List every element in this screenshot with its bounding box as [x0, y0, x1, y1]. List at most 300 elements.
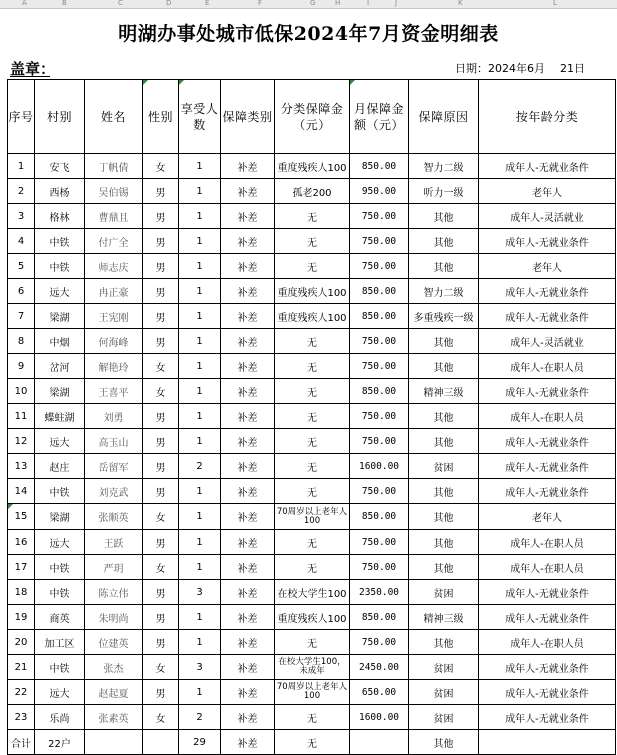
column-letter[interactable]: I: [367, 0, 370, 7]
cell-name[interactable]: 吴伯锡: [85, 179, 143, 204]
date-value: 2024年6月: [488, 62, 545, 75]
cell-reason[interactable]: 其他: [409, 404, 479, 429]
cell-classified-amount[interactable]: 无: [275, 630, 350, 655]
cell-monthly-amount[interactable]: 750.00: [350, 204, 409, 229]
cell-village[interactable]: 中烟: [35, 329, 85, 354]
cell-village[interactable]: 乐尚: [35, 705, 85, 730]
cell-category[interactable]: 补差: [221, 254, 275, 279]
table-row: [8, 404, 616, 429]
data-table: [7, 79, 616, 755]
cell-index[interactable]: 10: [8, 379, 35, 404]
cell-gender[interactable]: 男: [143, 229, 179, 254]
cell-reason[interactable]: 贫困: [409, 655, 479, 680]
cell-gender[interactable]: 男: [143, 204, 179, 229]
cell-monthly-amount[interactable]: 850.00: [350, 304, 409, 329]
cell-age-group[interactable]: 成年人-灵活就业: [479, 204, 616, 229]
cell-classified-amount[interactable]: 无: [275, 329, 350, 354]
cell-village[interactable]: 中铁: [35, 555, 85, 580]
cell-category[interactable]: 补差: [221, 154, 275, 179]
cell-reason[interactable]: 其他: [409, 530, 479, 555]
column-letter[interactable]: A: [22, 0, 27, 7]
cell-persons[interactable]: 1: [179, 379, 221, 404]
cell-index[interactable]: 17: [8, 555, 35, 580]
cell-reason[interactable]: 听力一级: [409, 179, 479, 204]
cell-monthly-amount[interactable]: 950.00: [350, 179, 409, 204]
table-row: [8, 179, 616, 204]
header-monthly-amount[interactable]: 月保障金额（元）: [350, 80, 409, 154]
cell-category[interactable]: 补差: [221, 705, 275, 730]
cell-category[interactable]: 补差: [221, 580, 275, 605]
cell-category[interactable]: 补差: [221, 655, 275, 680]
cell-persons[interactable]: 1: [179, 329, 221, 354]
header-index[interactable]: 序号: [8, 80, 35, 154]
cell-classified-amount[interactable]: 无: [275, 454, 350, 479]
cell-classified-amount[interactable]: 70周岁以上老年人100: [275, 504, 350, 530]
column-letter[interactable]: G: [310, 0, 316, 7]
cell-age-group[interactable]: 成年人-无就业条件: [479, 429, 616, 454]
cell-classified-amount[interactable]: 无: [275, 530, 350, 555]
cell-gender[interactable]: 男: [143, 179, 179, 204]
cell-persons[interactable]: 1: [179, 304, 221, 329]
cell-name[interactable]: 王喜平: [85, 379, 143, 404]
cell-persons[interactable]: 1: [179, 354, 221, 379]
cell-age-group[interactable]: 成年人-无就业条件: [479, 479, 616, 504]
table-row: [8, 204, 616, 229]
cell-index[interactable]: 13: [8, 454, 35, 479]
cell-village[interactable]: 格林: [35, 204, 85, 229]
cell-gender[interactable]: 女: [143, 705, 179, 730]
cell-gender[interactable]: 男: [143, 580, 179, 605]
cell-index[interactable]: 18: [8, 580, 35, 605]
cell-persons[interactable]: 1: [179, 429, 221, 454]
table-row: [8, 705, 616, 730]
cell-persons[interactable]: 1: [179, 404, 221, 429]
cell-village[interactable]: 远大: [35, 680, 85, 705]
date-day[interactable]: 21日: [560, 62, 585, 75]
cell-name[interactable]: 付广全: [85, 229, 143, 254]
cell-reason[interactable]: 其他: [409, 555, 479, 580]
cell-category[interactable]: 补差: [221, 680, 275, 705]
cell-index[interactable]: 合计: [8, 730, 35, 755]
cell-gender[interactable]: [143, 730, 179, 755]
cell-age-group[interactable]: 成年人-在职人员: [479, 354, 616, 379]
cell-category[interactable]: 补差: [221, 530, 275, 555]
table-row: [8, 580, 616, 605]
header-row: [8, 80, 616, 154]
cell-monthly-amount[interactable]: 750.00: [350, 530, 409, 555]
cell-index[interactable]: 5: [8, 254, 35, 279]
table-body: [8, 154, 616, 755]
cell-category[interactable]: 补差: [221, 630, 275, 655]
comment-indicator-icon: [143, 80, 148, 85]
cell-monthly-amount[interactable]: 750.00: [350, 555, 409, 580]
cell-village[interactable]: 22户: [35, 730, 85, 755]
cell-gender[interactable]: 男: [143, 254, 179, 279]
cell-monthly-amount[interactable]: 750.00: [350, 404, 409, 429]
cell-monthly-amount[interactable]: 750.00: [350, 229, 409, 254]
cell-reason[interactable]: 多重残疾一级: [409, 304, 479, 329]
cell-classified-amount[interactable]: 无: [275, 705, 350, 730]
cell-name[interactable]: 王跃: [85, 530, 143, 555]
column-letter[interactable]: C: [118, 0, 123, 7]
cell-age-group[interactable]: 成年人-无就业条件: [479, 580, 616, 605]
column-header-bar: [0, 0, 617, 9]
header-village[interactable]: 村别: [35, 80, 85, 154]
cell-monthly-amount[interactable]: 850.00: [350, 379, 409, 404]
cell-index[interactable]: 3: [8, 204, 35, 229]
cell-village[interactable]: 中铁: [35, 479, 85, 504]
cell-classified-amount[interactable]: 在校大学生100: [275, 580, 350, 605]
cell-name[interactable]: 冉正豪: [85, 279, 143, 304]
cell-age-group[interactable]: 成年人-在职人员: [479, 630, 616, 655]
cell-classified-amount[interactable]: 无: [275, 479, 350, 504]
cell-category[interactable]: 补差: [221, 204, 275, 229]
cell-age-group[interactable]: 成年人-无就业条件: [479, 655, 616, 680]
cell-classified-amount[interactable]: 无: [275, 429, 350, 454]
cell-monthly-amount[interactable]: 850.00: [350, 605, 409, 630]
cell-reason[interactable]: 精神三级: [409, 605, 479, 630]
cell-classified-amount[interactable]: 重度残疾人100: [275, 304, 350, 329]
cell-age-group[interactable]: 老年人: [479, 504, 616, 530]
cell-gender[interactable]: 男: [143, 530, 179, 555]
cell-gender[interactable]: 男: [143, 329, 179, 354]
total-row: [8, 730, 616, 755]
cell-name[interactable]: 张顺英: [85, 504, 143, 530]
cell-name[interactable]: 朱明尚: [85, 605, 143, 630]
cell-age-group[interactable]: 成年人-无就业条件: [479, 279, 616, 304]
cell-classified-amount[interactable]: 重度残疾人100: [275, 154, 350, 179]
cell-persons[interactable]: 2: [179, 705, 221, 730]
cell-persons[interactable]: 1: [179, 154, 221, 179]
cell-village[interactable]: 远大: [35, 429, 85, 454]
cell-index[interactable]: 22: [8, 680, 35, 705]
column-letter[interactable]: F: [258, 0, 263, 7]
cell-monthly-amount[interactable]: 750.00: [350, 479, 409, 504]
cell-reason[interactable]: 其他: [409, 254, 479, 279]
cell-monthly-amount[interactable]: 1600.00: [350, 454, 409, 479]
cell-monthly-amount[interactable]: 1600.00: [350, 705, 409, 730]
cell-name[interactable]: 陈立伟: [85, 580, 143, 605]
cell-name[interactable]: 丁帆倩: [85, 154, 143, 179]
cell-name[interactable]: 赵起夏: [85, 680, 143, 705]
table-row: [8, 555, 616, 580]
cell-monthly-amount[interactable]: 850.00: [350, 504, 409, 530]
cell-persons[interactable]: 1: [179, 555, 221, 580]
cell-persons[interactable]: 2: [179, 454, 221, 479]
cell-persons[interactable]: 1: [179, 680, 221, 705]
cell-village[interactable]: 西杨: [35, 179, 85, 204]
cell-gender[interactable]: 男: [143, 404, 179, 429]
cell-reason[interactable]: 其他: [409, 354, 479, 379]
cell-category[interactable]: 补差: [221, 605, 275, 630]
cell-village[interactable]: 岔河: [35, 354, 85, 379]
cell-classified-amount[interactable]: 无: [275, 229, 350, 254]
cell-reason[interactable]: 贫困: [409, 454, 479, 479]
cell-age-group[interactable]: 成年人-无就业条件: [479, 304, 616, 329]
cell-name[interactable]: 张素英: [85, 705, 143, 730]
cell-village[interactable]: 梁湖: [35, 504, 85, 530]
cell-category[interactable]: 补差: [221, 229, 275, 254]
cell-category[interactable]: 补差: [221, 279, 275, 304]
cell-category[interactable]: 补差: [221, 555, 275, 580]
cell-reason[interactable]: 贫困: [409, 680, 479, 705]
cell-classified-amount[interactable]: 无: [275, 555, 350, 580]
cell-category[interactable]: 补差: [221, 479, 275, 504]
cell-gender[interactable]: 男: [143, 680, 179, 705]
cell-reason[interactable]: 其他: [409, 630, 479, 655]
cell-village[interactable]: 中铁: [35, 254, 85, 279]
cell-gender[interactable]: 女: [143, 555, 179, 580]
cell-index[interactable]: 6: [8, 279, 35, 304]
cell-age-group[interactable]: 老年人: [479, 179, 616, 204]
cell-gender[interactable]: 男: [143, 630, 179, 655]
cell-reason[interactable]: 其他: [409, 730, 479, 755]
cell-age-group[interactable]: [479, 730, 616, 755]
cell-name[interactable]: 位建英: [85, 630, 143, 655]
cell-monthly-amount[interactable]: [350, 730, 409, 755]
column-letter[interactable]: B: [62, 0, 67, 7]
header-gender[interactable]: 性别: [143, 80, 179, 154]
cell-name[interactable]: 何海峰: [85, 329, 143, 354]
cell-age-group[interactable]: 成年人-无就业条件: [479, 229, 616, 254]
column-letter[interactable]: D: [166, 0, 172, 7]
table-row: [8, 504, 616, 530]
table-row: [8, 429, 616, 454]
cell-village[interactable]: 梁湖: [35, 304, 85, 329]
cell-monthly-amount[interactable]: 750.00: [350, 429, 409, 454]
cell-persons[interactable]: 1: [179, 229, 221, 254]
cell-village[interactable]: 赵庄: [35, 454, 85, 479]
cell-name[interactable]: 张杰: [85, 655, 143, 680]
date-field[interactable]: [455, 60, 545, 76]
cell-monthly-amount[interactable]: 750.00: [350, 254, 409, 279]
cell-monthly-amount[interactable]: 2450.00: [350, 655, 409, 680]
header-reason[interactable]: 保障原因: [409, 80, 479, 154]
table-row: [8, 329, 616, 354]
cell-name[interactable]: 严玥: [85, 555, 143, 580]
table-row: [8, 630, 616, 655]
cell-age-group[interactable]: 成年人-无就业条件: [479, 379, 616, 404]
cell-category[interactable]: 补差: [221, 179, 275, 204]
header-age-group[interactable]: 按年龄分类: [479, 80, 616, 154]
header-name[interactable]: 姓名: [85, 80, 143, 154]
cell-index[interactable]: 23: [8, 705, 35, 730]
cell-gender[interactable]: 女: [143, 154, 179, 179]
cell-index[interactable]: 12: [8, 429, 35, 454]
table-row: [8, 454, 616, 479]
cell-reason[interactable]: 智力二级: [409, 279, 479, 304]
cell-village[interactable]: 远大: [35, 530, 85, 555]
cell-age-group[interactable]: 成年人-无就业条件: [479, 454, 616, 479]
table-row: [8, 354, 616, 379]
cell-monthly-amount[interactable]: 850.00: [350, 154, 409, 179]
cell-category[interactable]: 补差: [221, 730, 275, 755]
cell-classified-amount[interactable]: 无: [275, 730, 350, 755]
table-row: [8, 605, 616, 630]
cell-category[interactable]: 补差: [221, 354, 275, 379]
cell-village[interactable]: 中铁: [35, 580, 85, 605]
cell-gender[interactable]: 女: [143, 354, 179, 379]
cell-name[interactable]: 高玉山: [85, 429, 143, 454]
cell-age-group[interactable]: 成年人-在职人员: [479, 530, 616, 555]
table-row: [8, 530, 616, 555]
cell-persons[interactable]: 1: [179, 254, 221, 279]
date-label: 日期：: [455, 62, 488, 75]
cell-village[interactable]: 中铁: [35, 655, 85, 680]
cell-category[interactable]: 补差: [221, 329, 275, 354]
cell-village[interactable]: 蝶蛀湖: [35, 404, 85, 429]
cell-index[interactable]: 11: [8, 404, 35, 429]
cell-name[interactable]: 刘克武: [85, 479, 143, 504]
cell-index[interactable]: 20: [8, 630, 35, 655]
cell-age-group[interactable]: 老年人: [479, 254, 616, 279]
cell-index[interactable]: 8: [8, 329, 35, 354]
cell-index[interactable]: 15: [8, 504, 35, 530]
cell-reason[interactable]: 其他: [409, 429, 479, 454]
cell-gender[interactable]: 女: [143, 504, 179, 530]
cell-persons[interactable]: 1: [179, 630, 221, 655]
cell-persons[interactable]: 1: [179, 479, 221, 504]
cell-persons[interactable]: 3: [179, 580, 221, 605]
comment-indicator-icon: [350, 80, 355, 85]
cell-village[interactable]: 加工区: [35, 630, 85, 655]
cell-gender[interactable]: 男: [143, 279, 179, 304]
cell-persons[interactable]: 29: [179, 730, 221, 755]
cell-index[interactable]: 1: [8, 154, 35, 179]
cell-name[interactable]: 解艳玲: [85, 354, 143, 379]
cell-reason[interactable]: 其他: [409, 329, 479, 354]
cell-reason[interactable]: 智力二级: [409, 154, 479, 179]
table-row: [8, 154, 616, 179]
cell-monthly-amount[interactable]: 750.00: [350, 329, 409, 354]
cell-classified-amount[interactable]: 无: [275, 254, 350, 279]
cell-index[interactable]: 21: [8, 655, 35, 680]
cell-village[interactable]: 中铁: [35, 229, 85, 254]
cell-reason[interactable]: 其他: [409, 479, 479, 504]
table-row: [8, 254, 616, 279]
cell-gender[interactable]: 男: [143, 304, 179, 329]
header-category[interactable]: 保障类别: [221, 80, 275, 154]
cell-index[interactable]: 7: [8, 304, 35, 329]
column-letter[interactable]: J: [395, 0, 398, 7]
cell-village[interactable]: 远大: [35, 279, 85, 304]
sheet-title[interactable]: 明湖办事处城市低保2024年7月资金明细表: [118, 23, 499, 45]
cell-index[interactable]: 19: [8, 605, 35, 630]
cell-classified-amount[interactable]: 重度残疾人100: [275, 279, 350, 304]
cell-classified-amount[interactable]: 70周岁以上老年人100: [275, 680, 350, 705]
cell-age-group[interactable]: 成年人-无就业条件: [479, 605, 616, 630]
cell-persons[interactable]: 1: [179, 530, 221, 555]
cell-name[interactable]: 曹鼎且: [85, 204, 143, 229]
table-row: [8, 304, 616, 329]
cell-monthly-amount[interactable]: 750.00: [350, 354, 409, 379]
cell-persons[interactable]: 1: [179, 605, 221, 630]
cell-age-group[interactable]: 成年人-在职人员: [479, 404, 616, 429]
cell-reason[interactable]: 贫困: [409, 580, 479, 605]
cell-index[interactable]: 9: [8, 354, 35, 379]
cell-category[interactable]: 补差: [221, 379, 275, 404]
column-letter[interactable]: K: [458, 0, 463, 7]
cell-gender[interactable]: 男: [143, 605, 179, 630]
column-letter[interactable]: E: [205, 0, 210, 7]
cell-classified-amount[interactable]: 孤老200: [275, 179, 350, 204]
cell-category[interactable]: 补差: [221, 304, 275, 329]
cell-classified-amount[interactable]: 重度残疾人100: [275, 605, 350, 630]
cell-name[interactable]: 岳留军: [85, 454, 143, 479]
cell-index[interactable]: 2: [8, 179, 35, 204]
table-row: [8, 279, 616, 304]
table-row: [8, 229, 616, 254]
cell-gender[interactable]: 女: [143, 379, 179, 404]
cell-persons[interactable]: 1: [179, 179, 221, 204]
cell-name[interactable]: 王宪刚: [85, 304, 143, 329]
cell-age-group[interactable]: 成年人-无就业条件: [479, 154, 616, 179]
cell-age-group[interactable]: 成年人-无就业条件: [479, 680, 616, 705]
cell-name[interactable]: 师志庆: [85, 254, 143, 279]
header-persons[interactable]: 享受人数: [179, 80, 221, 154]
cell-index[interactable]: 14: [8, 479, 35, 504]
cell-monthly-amount[interactable]: 2350.00: [350, 580, 409, 605]
cell-index[interactable]: 4: [8, 229, 35, 254]
cell-gender[interactable]: 男: [143, 429, 179, 454]
cell-reason[interactable]: 其他: [409, 204, 479, 229]
cell-monthly-amount[interactable]: 750.00: [350, 630, 409, 655]
column-letter[interactable]: L: [553, 0, 557, 7]
table-row: [8, 379, 616, 404]
cell-age-group[interactable]: 成年人-在职人员: [479, 555, 616, 580]
cell-age-group[interactable]: 成年人-灵活就业: [479, 329, 616, 354]
comment-indicator-icon: [8, 504, 13, 509]
cell-reason[interactable]: 精神三级: [409, 379, 479, 404]
cell-classified-amount[interactable]: 无: [275, 204, 350, 229]
cell-classified-amount[interactable]: 无: [275, 404, 350, 429]
cell-category[interactable]: 补差: [221, 454, 275, 479]
cell-persons[interactable]: 3: [179, 655, 221, 680]
cell-village[interactable]: 商英: [35, 605, 85, 630]
cell-category[interactable]: 补差: [221, 404, 275, 429]
cell-category[interactable]: 补差: [221, 504, 275, 530]
cell-gender[interactable]: 男: [143, 454, 179, 479]
cell-reason[interactable]: 贫困: [409, 705, 479, 730]
cell-gender[interactable]: 女: [143, 655, 179, 680]
cell-gender[interactable]: 男: [143, 479, 179, 504]
header-classified-amount[interactable]: 分类保障金（元）: [275, 80, 350, 154]
table-row: [8, 479, 616, 504]
cell-village[interactable]: 梁湖: [35, 379, 85, 404]
seal-label[interactable]: 盖章：: [10, 60, 56, 78]
cell-category[interactable]: 补差: [221, 429, 275, 454]
cell-monthly-amount[interactable]: 650.00: [350, 680, 409, 705]
cell-persons[interactable]: 1: [179, 279, 221, 304]
cell-reason[interactable]: 其他: [409, 504, 479, 530]
cell-village[interactable]: 安飞: [35, 154, 85, 179]
column-letter[interactable]: H: [335, 0, 341, 7]
cell-name[interactable]: 刘勇: [85, 404, 143, 429]
cell-classified-amount[interactable]: 无: [275, 354, 350, 379]
table-row: [8, 655, 616, 680]
cell-index[interactable]: 16: [8, 530, 35, 555]
cell-monthly-amount[interactable]: 850.00: [350, 279, 409, 304]
cell-persons[interactable]: 1: [179, 504, 221, 530]
cell-age-group[interactable]: 成年人-无就业条件: [479, 705, 616, 730]
cell-classified-amount[interactable]: 在校大学生100，未成年: [275, 655, 350, 680]
cell-reason[interactable]: 其他: [409, 229, 479, 254]
cell-classified-amount[interactable]: 无: [275, 379, 350, 404]
table-row: [8, 680, 616, 705]
cell-name[interactable]: [85, 730, 143, 755]
cell-persons[interactable]: 1: [179, 204, 221, 229]
seal-underline: [10, 76, 50, 77]
